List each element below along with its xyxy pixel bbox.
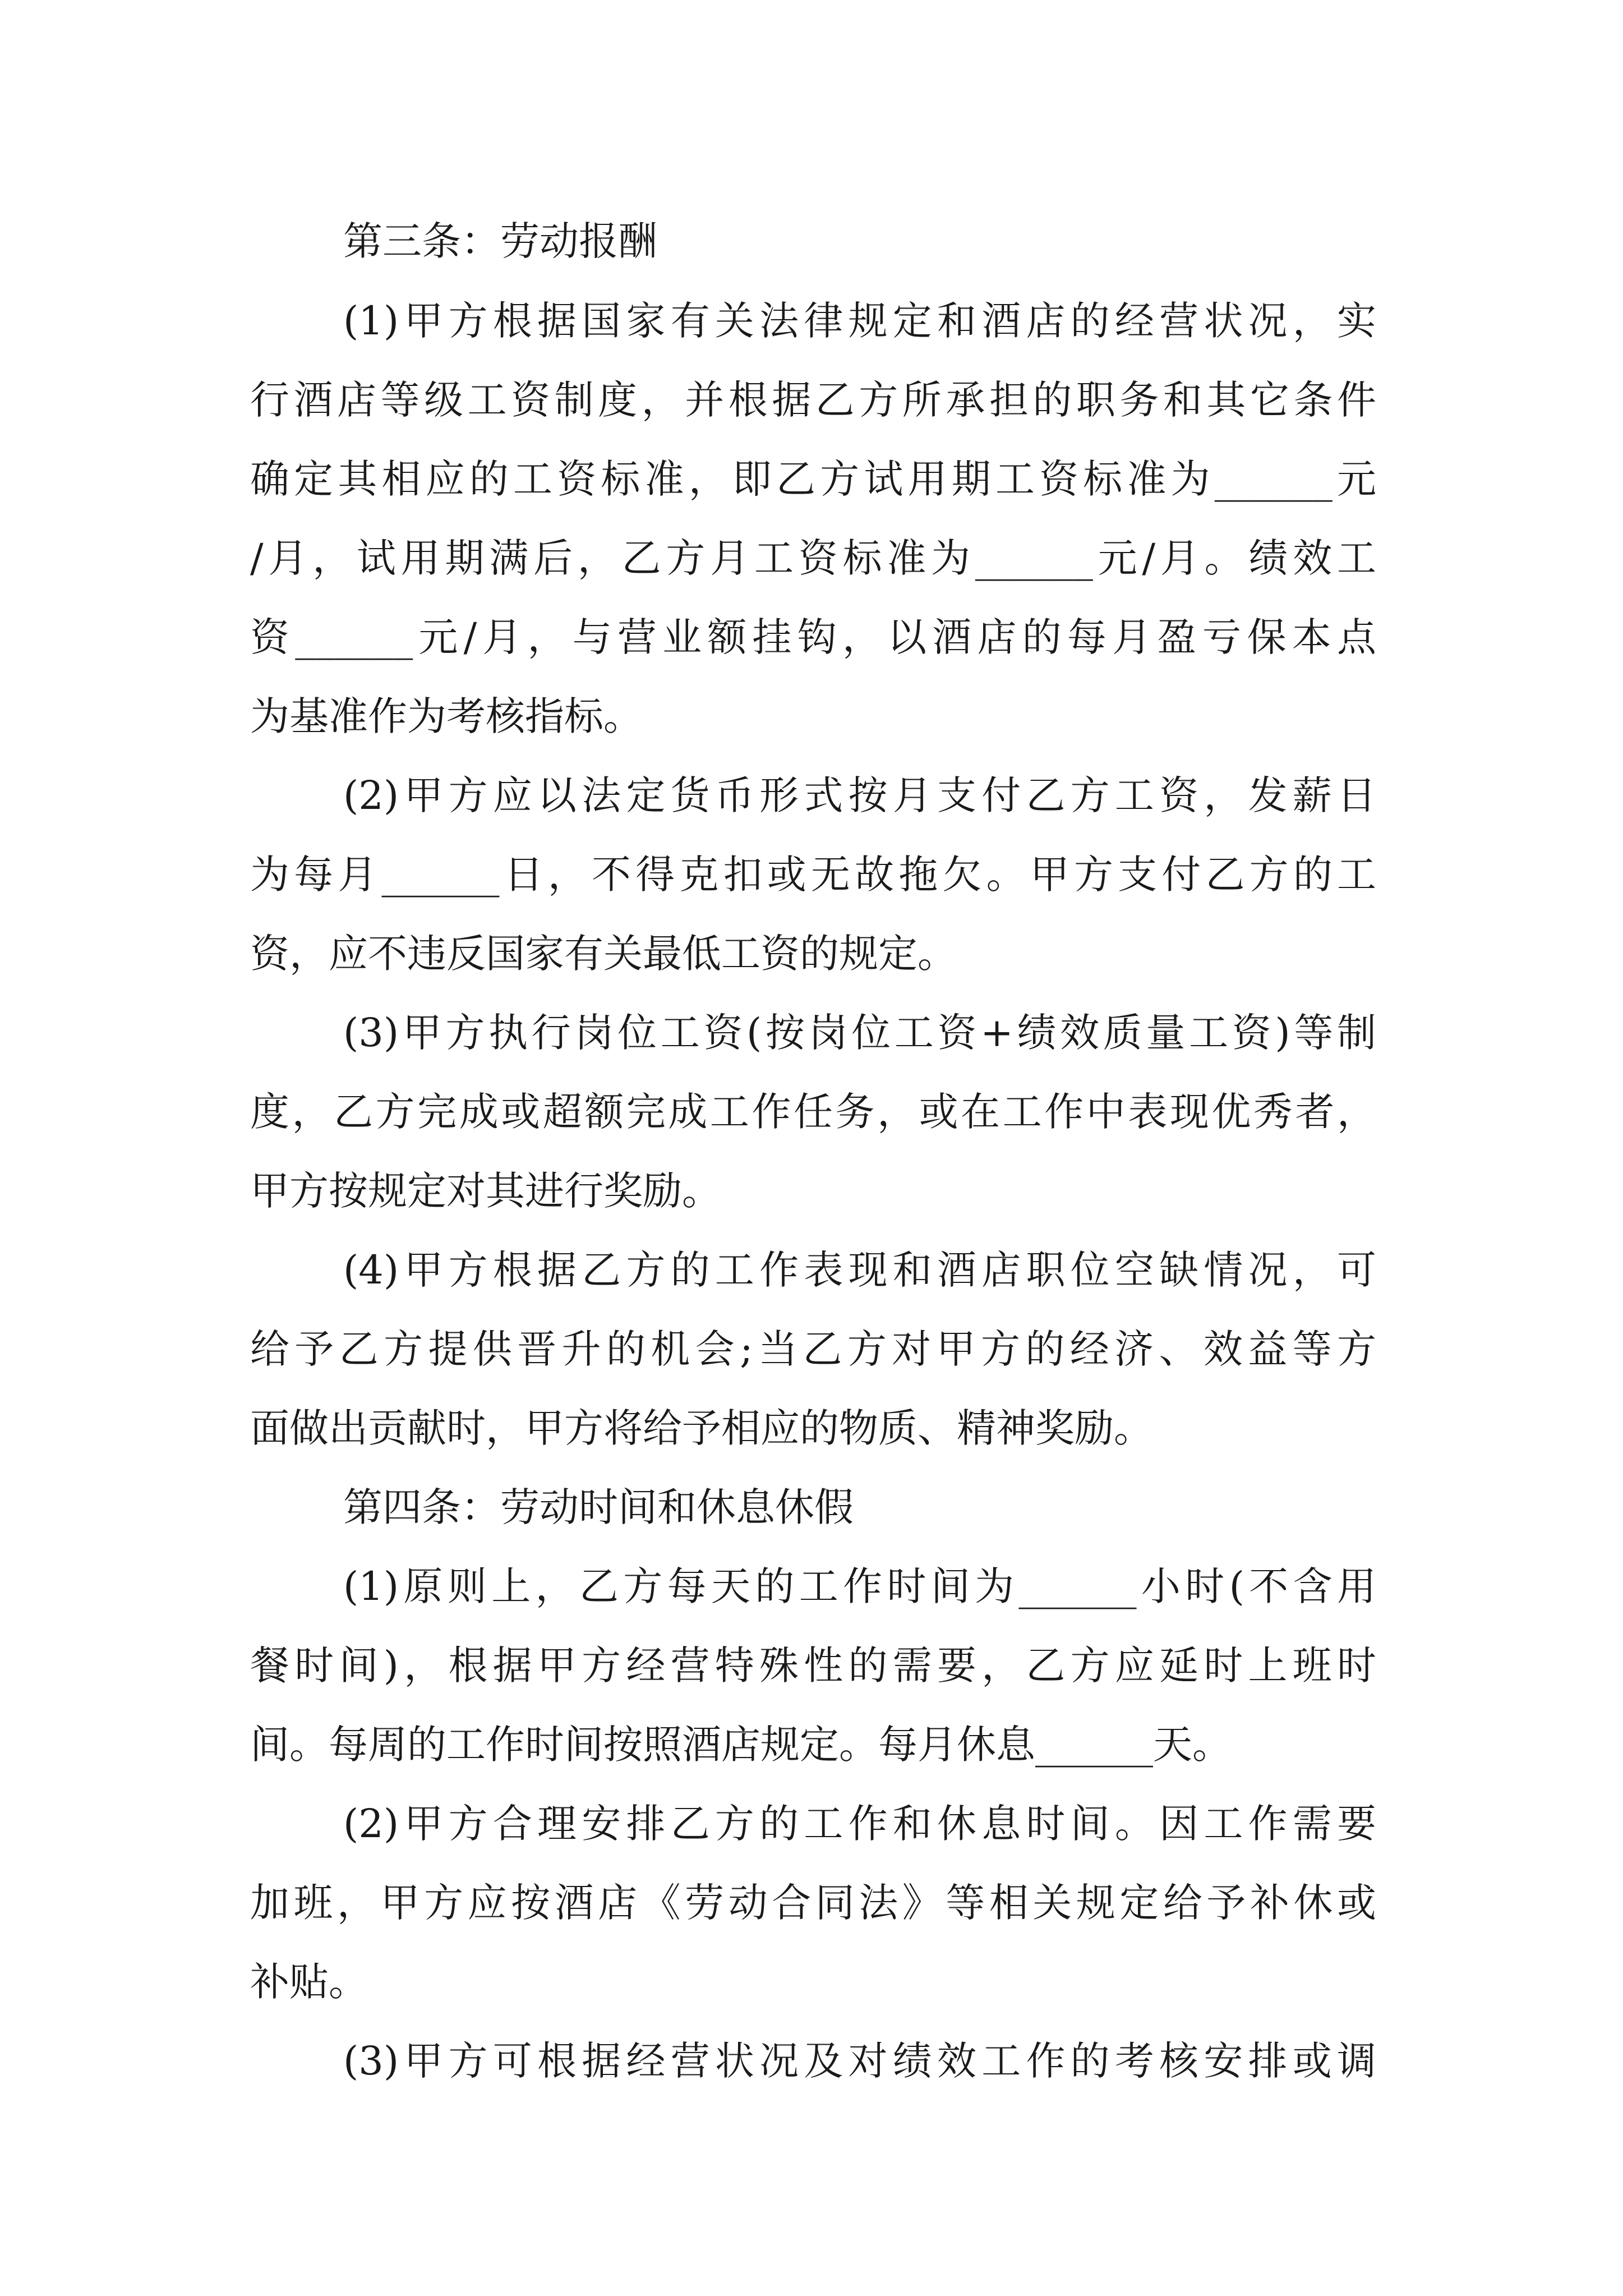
paragraph-line: (3)甲方执行岗位工资(按岗位工资+绩效质量工资)等制 [343, 1010, 1376, 1056]
paragraph-line: 给予乙方提供晋升的机会;当乙方对甲方的经济、效益等方 [250, 1326, 1376, 1372]
paragraph-line: (2)甲方应以法定货币形式按月支付乙方工资，发薪日 [343, 772, 1376, 818]
paragraph-line: /月，试用期满后，乙方月工资标准为______元/月。绩效工 [250, 535, 1376, 581]
heading-article-3: 第三条：劳动报酬 [343, 218, 657, 264]
paragraph-line: (2)甲方合理安排乙方的工作和休息时间。因工作需要 [343, 1801, 1376, 1847]
paragraph-line: 资，应不违反国家有关最低工资的规定。 [250, 931, 957, 977]
paragraph-line: (3)甲方可根据经营状况及对绩效工作的考核安排或调 [343, 2038, 1376, 2084]
paragraph-line: 甲方按规定对其进行奖励。 [250, 1168, 721, 1214]
paragraph-line: 补贴。 [250, 1959, 368, 2005]
heading-article-4: 第四条：劳动时间和休息休假 [343, 1484, 854, 1530]
paragraph-line: 为基准作为考核指标。 [250, 693, 643, 739]
paragraph-line: (4)甲方根据乙方的工作表现和酒店职位空缺情况，可 [343, 1247, 1376, 1293]
paragraph-line: 行酒店等级工资制度，并根据乙方所承担的职务和其它条件 [250, 377, 1376, 423]
paragraph-line: 面做出贡献时，甲方将给予相应的物质、精神奖励。 [250, 1405, 1153, 1451]
paragraph-line: 确定其相应的工资标准，即乙方试用期工资标准为______元 [250, 456, 1376, 502]
paragraph-line: 为每月______日，不得克扣或无故拖欠。甲方支付乙方的工 [250, 852, 1376, 898]
paragraph-line: 间。每周的工作时间按照酒店规定。每月休息______天。 [250, 1722, 1232, 1768]
paragraph-line: 加班，甲方应按酒店《劳动合同法》等相关规定给予补休或 [250, 1880, 1376, 1926]
paragraph-line: 资______元/月，与营业额挂钩，以酒店的每月盈亏保本点 [250, 614, 1376, 660]
paragraph-line: (1)原则上，乙方每天的工作时间为______小时(不含用 [343, 1563, 1376, 1609]
paragraph-line: 餐时间)，根据甲方经营特殊性的需要，乙方应延时上班时 [250, 1642, 1376, 1688]
paragraph-line: 度，乙方完成或超额完成工作任务，或在工作中表现优秀者， [250, 1089, 1376, 1135]
paragraph-line: (1)甲方根据国家有关法律规定和酒店的经营状况，实 [343, 298, 1376, 344]
